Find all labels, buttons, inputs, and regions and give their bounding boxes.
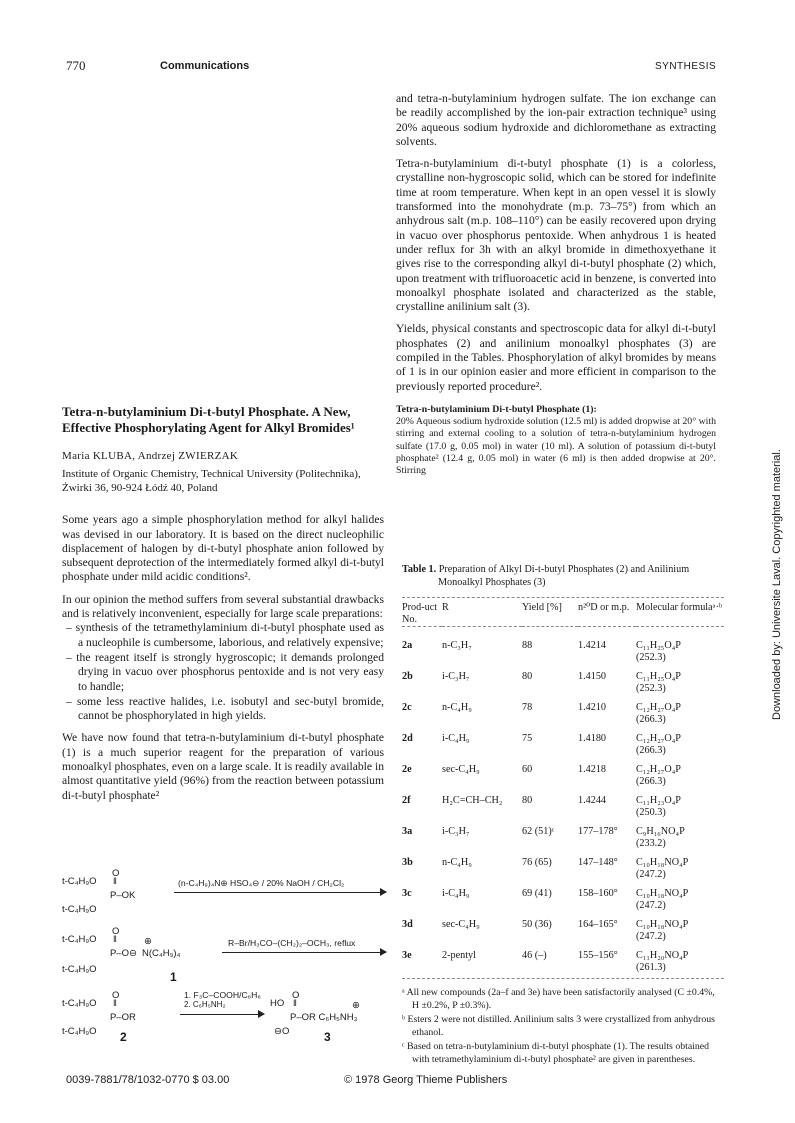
cell-yield: 88 [522,640,533,651]
c3-double-bond: ‖ [293,998,297,1009]
cell-nd-mp: 1.4210 [578,702,607,713]
cell-yield: 50 (36) [522,919,552,930]
c2-tbuo-top: t-C₄H₉O [62,998,97,1009]
table-note-c: ᶜ Based on tetra-n-butylaminium di-t-butyl phosphate (1). The results obtained with tetramethylaminium di-t-butyl phosphate² are given in parentheses. [402,1041,710,1065]
experimental-text: 20% Aqueous sodium hydroxide solution (12.5 ml) is added dropwise at 20° with stirring and external cooling to a solution of tetra-n-butylaminium hydrogen sulfate (17.0 g, 0.05 mol) in water (10 ml). A solution of potassium di-t-butyl phosphate² (12.4 g, 0.05 mol) in water (6 ml) is then added dropwise at 20°. Stirring [396,416,716,476]
c3-oxo: O [292,990,300,1001]
arrow-3 [180,1014,262,1015]
table-row [402,819,724,850]
table-row [402,912,724,943]
right-paragraph-3: Yields, physical constants and spectroscopic data for alkyl di-t-butyl phosphates (2) and anilinium monoalkyl phosphates (3) are compiled in the Tables. Phosphorylation of alkyl bromides by means of 1 is in our opinion easier and more efficient in comparison to the previously reported procedure². [396,322,716,393]
formula: C₁₀H₁₈NO₄P [636,857,689,868]
cell-product: 2e [402,764,412,775]
arrow-2-head [380,948,387,956]
c1-p-o: P–O⊖ [110,948,137,959]
cell-nd-mp: 147–148° [578,857,618,868]
c1-double-bond: ‖ [113,934,117,945]
formula: C₁₂H₂₇O₄P [636,702,681,713]
cell-r: H₂C=CH–CH₂ [442,795,503,806]
molecular-weight: (250.3) [636,807,666,818]
reagent-1: (n-C₄H₉)₄N⊕ HSO₄⊖ / 20% NaOH / CH₂Cl₂ [178,878,345,888]
cell-yield: 78 [522,702,533,713]
formula: C₁₀H₁₈NO₄P [636,888,689,899]
cell-r: i-C₃H₇ [442,826,470,837]
left-paragraph-1: Some years ago a simple phosphorylation method for alkyl halides was devised in our laboratory. It is based on the direct nucleophilic displacement of halogen by di-t-butyl phosphate anion followed by subsequent deprotection of the intermediately formed alkyl di-t-butyl phosphate under mild acidic conditions². [62,513,384,584]
table-body [402,633,724,974]
cell-formula [636,664,724,695]
table-row [402,757,724,788]
cell-nd-mp: 1.4214 [578,640,607,651]
cell-yield: 46 (–) [522,950,547,961]
molecular-weight: (266.3) [636,776,666,787]
list-item: – some less reactive halides, i.e. isobutyl and sec-butyl bromide, cannot be phosphorylated in high yields. [62,695,384,724]
cell-product: 2d [402,733,413,744]
molecular-weight: (252.3) [636,683,666,694]
c1-tbuo-bottom: t-C₄H₉O [62,964,97,975]
cell-nd-mp: 158–160° [578,888,618,899]
issn-code: 0039-7881/78/1032-0770 $ 03.00 [66,1074,230,1086]
cell-r: n-C₄H₉ [442,857,472,868]
cell-formula [636,788,724,819]
cell-yield: 60 [522,764,533,775]
cell-r: sec-C₄H₉ [442,919,480,930]
cell-nd-mp: 1.4180 [578,733,607,744]
cell-product: 3b [402,857,413,868]
cell-nd-mp: 1.4218 [578,764,607,775]
header-yield: Yield [%] [522,602,562,613]
download-watermark: Downloaded by: Universite Laval. Copyrighted material. [771,449,783,720]
header-product: Prod-uct No. [402,602,438,625]
c2-double-bond: ‖ [113,998,117,1009]
sm-oxo: O [112,868,120,879]
table-row [402,850,724,881]
cell-formula [636,850,724,881]
journal-name: SYNTHESIS [655,61,717,72]
cell-r: i-C₄H₉ [442,733,470,744]
c2-tbuo-bottom: t-C₄H₉O [62,1026,97,1037]
table-notes [402,987,724,1066]
sm-tbuo-top: t-C₄H₉O [62,876,97,887]
table-bottom-rule [402,978,724,979]
table-top-rule [402,597,724,598]
cell-r: i-C₃H₇ [442,671,470,682]
table-row [402,881,724,912]
formula: C₁₁H₂₃O₄P [636,795,681,806]
reagent-2: R–Br/H₃CO–(CH₂)₂–OCH₃, reflux [228,938,356,948]
reagent-3b: 2. C₆H₅NH₂ [184,1000,226,1009]
molecular-weight: (261.3) [636,962,666,973]
authors: Maria KLUBA, Andrzej ZWIERZAK [62,450,239,462]
cell-nd-mp: 1.4244 [578,795,607,806]
right-column [396,92,716,477]
institution: Institute of Organic Chemistry, Technical University (Politechnika), Żwirki 36, 90-924 Łódź 40, Poland [62,468,361,494]
cell-product: 3a [402,826,413,837]
cell-nd-mp: 177–178° [578,826,618,837]
c2-p-or: P–OR [110,1012,136,1023]
cell-r: 2-pentyl [442,950,476,961]
cell-yield: 62 (51)ᶜ [522,826,555,837]
reagent-3a: 1. F₃C–COOH/C₆H₆ [184,990,261,1000]
experimental-title: Tetra-n-butylaminium Di-t-butyl Phosphate (1): [396,403,597,415]
section-title: Communications [160,60,250,72]
table-row [402,695,724,726]
cell-formula [636,943,724,974]
article-title: Tetra-n-butylaminium Di-t-butyl Phosphate. A New, Effective Phosphorylating Agent for Alkyl Bromides¹ [62,404,355,435]
c3-o-minus: ⊖O [274,1026,290,1037]
formula: C₁₁H₂₅O₄P [636,640,681,651]
arrow-3-head [258,1010,265,1018]
sm-p-ok: P–OK [110,890,136,901]
formula: C₁₁H₂₅O₄P [636,671,681,682]
table-header-row [402,602,724,627]
cell-yield: 75 [522,733,533,744]
cell-formula [636,819,724,850]
cell-nd-mp: 155–156° [578,950,618,961]
compound-1-label: 1 [170,970,177,984]
table-row [402,943,724,974]
cell-formula [636,726,724,757]
cell-product: 3c [402,888,412,899]
molecular-weight: (247.2) [636,931,666,942]
cell-product: 2b [402,671,413,682]
cell-r: sec-C₄H₉ [442,764,480,775]
reaction-scheme [62,868,392,1044]
table-note-a: ᵃ All new compounds (2a–f and 3e) have been satisfactorily analysed (C ±0.4%, H ±0.2%, P ±0.3%). [402,987,715,1011]
cell-product: 2a [402,640,413,651]
molecular-weight: (233.2) [636,838,666,849]
cell-nd-mp: 164–165° [578,919,618,930]
cell-nd-mp: 1.4150 [578,671,607,682]
c1-plus: ⊕ [144,936,152,947]
formula: C₁₀H₁₈NO₄P [636,919,689,930]
cell-yield: 69 (41) [522,888,552,899]
cell-product: 3d [402,919,413,930]
experimental-section [396,404,716,477]
table-row [402,726,724,757]
cell-formula [636,912,724,943]
left-column [62,404,384,811]
c2-oxo: O [112,990,120,1001]
cell-yield: 80 [522,795,533,806]
cell-r: n-C₃H₇ [442,640,472,651]
table-row [402,788,724,819]
formula: C₁₁H₂₀NO₄P [636,950,689,961]
compound-3-label: 3 [324,1030,331,1044]
table-row [402,664,724,695]
molecular-weight: (266.3) [636,714,666,725]
cell-product: 2f [402,795,411,806]
list-item: – the reagent itself is strongly hygroscopic; it demands prolonged drying in vacuo over phosphorus pentoxide and is not very easy to handle; [62,651,384,694]
table-row [402,633,724,664]
table-caption-text: Preparation of Alkyl Di-t-butyl Phosphates (2) and Anilinium Monoalkyl Phosphates (3) [438,564,690,588]
cell-product: 2c [402,702,412,713]
molecular-weight: (247.2) [636,900,666,911]
header-nd-mp: n²⁰D or m.p. [578,602,630,613]
cell-product: 3e [402,950,412,961]
cell-formula [636,695,724,726]
arrow-2 [222,952,386,953]
compound-2-label: 2 [120,1030,127,1044]
formula: C₉H₁₆NO₄P [636,826,685,837]
c3-plus: ⊕ [352,1000,360,1011]
list-item: – synthesis of the tetramethylaminium di-t-butyl phosphate used as a nucleophile is cumbersome, laborious, and relatively expensive; [62,621,384,650]
header-formula: Molecular formulaᵃ·ᵇ [636,602,722,613]
formula: C₁₂H₂₇O₄P [636,733,681,744]
cell-formula [636,881,724,912]
right-paragraph-2: Tetra-n-butylaminium di-t-butyl phosphate (1) is a colorless, crystalline non-hygroscopic solid, which can be stored for indefinite time at room temperature. When kept in an open vessel it is slowly transformed into the monohydrate (m.p. 73–75°) from which an anhydrous salt (m.p. 108–110°) can be easily recovered upon drying in vacuo over phosphorus pentoxide. When anhydrous 1 is heated under reflux for 3h with an alkyl bromide in dimethoxyethane it gives rise to the corresponding alkyl di-t-butyl phosphate (2) which, upon treatment with trifluoroacetic acid in benzene, is converted into monoalkyl phosphate isolated and characterized as the stable, crystalline anilinium salt (3). [396,157,716,314]
cell-r: i-C₄H₉ [442,888,470,899]
table-1 [402,564,724,1066]
molecular-weight: (247.2) [636,869,666,880]
formula: C₁₂H₂₇O₄P [636,764,681,775]
right-paragraph-1: and tetra-n-butylaminium hydrogen sulfate. The ion exchange can be readily accomplished by the ion-pair extraction technique³ using 20% aqueous sodium hydroxide and dichloromethane as extracting solvents. [396,92,716,148]
header-r: R [442,602,449,613]
page-number: 770 [66,58,86,73]
cell-yield: 80 [522,671,533,682]
c1-tbuo-top: t-C₄H₉O [62,934,97,945]
table-caption-label: Table 1. [402,564,437,575]
left-paragraph-2: In our opinion the method suffers from several substantial drawbacks and is relatively inconvenient, especially for large scale preparations: [62,592,384,621]
drawbacks-list [62,621,384,723]
left-paragraph-3: We have now found that tetra-n-butylaminium di-t-butyl phosphate (1) is a much superior reagent for the preparation of various monoalkyl phosphates, even on a large scale. It is readily available in almost quantitative yield (96%) from the reaction between potassium di-t-butyl phosphate² [62,731,384,802]
cell-r: n-C₄H₉ [442,702,472,713]
c3-ho: HO [270,998,285,1009]
data-table [402,602,724,974]
sm-double-bond: ‖ [113,876,117,887]
arrow-1-head [380,888,387,896]
c1-cation: N(C₄H₉)₄ [142,948,181,959]
c1-oxo: O [112,926,120,937]
copyright: © 1978 Georg Thieme Publishers [344,1074,508,1086]
arrow-1 [174,892,386,893]
c3-p-or: P–OR C₆H₅NH₃ [290,1012,358,1023]
cell-formula [636,633,724,664]
sm-tbuo-bottom: t-C₄H₉O [62,904,97,915]
cell-yield: 76 (65) [522,857,552,868]
cell-formula [636,757,724,788]
table-caption [402,564,724,589]
molecular-weight: (252.3) [636,652,666,663]
molecular-weight: (266.3) [636,745,666,756]
table-note-b: ᵇ Esters 2 were not distilled. Anilinium salts 3 were crystallized from anhydrous ethanol. [402,1014,715,1038]
